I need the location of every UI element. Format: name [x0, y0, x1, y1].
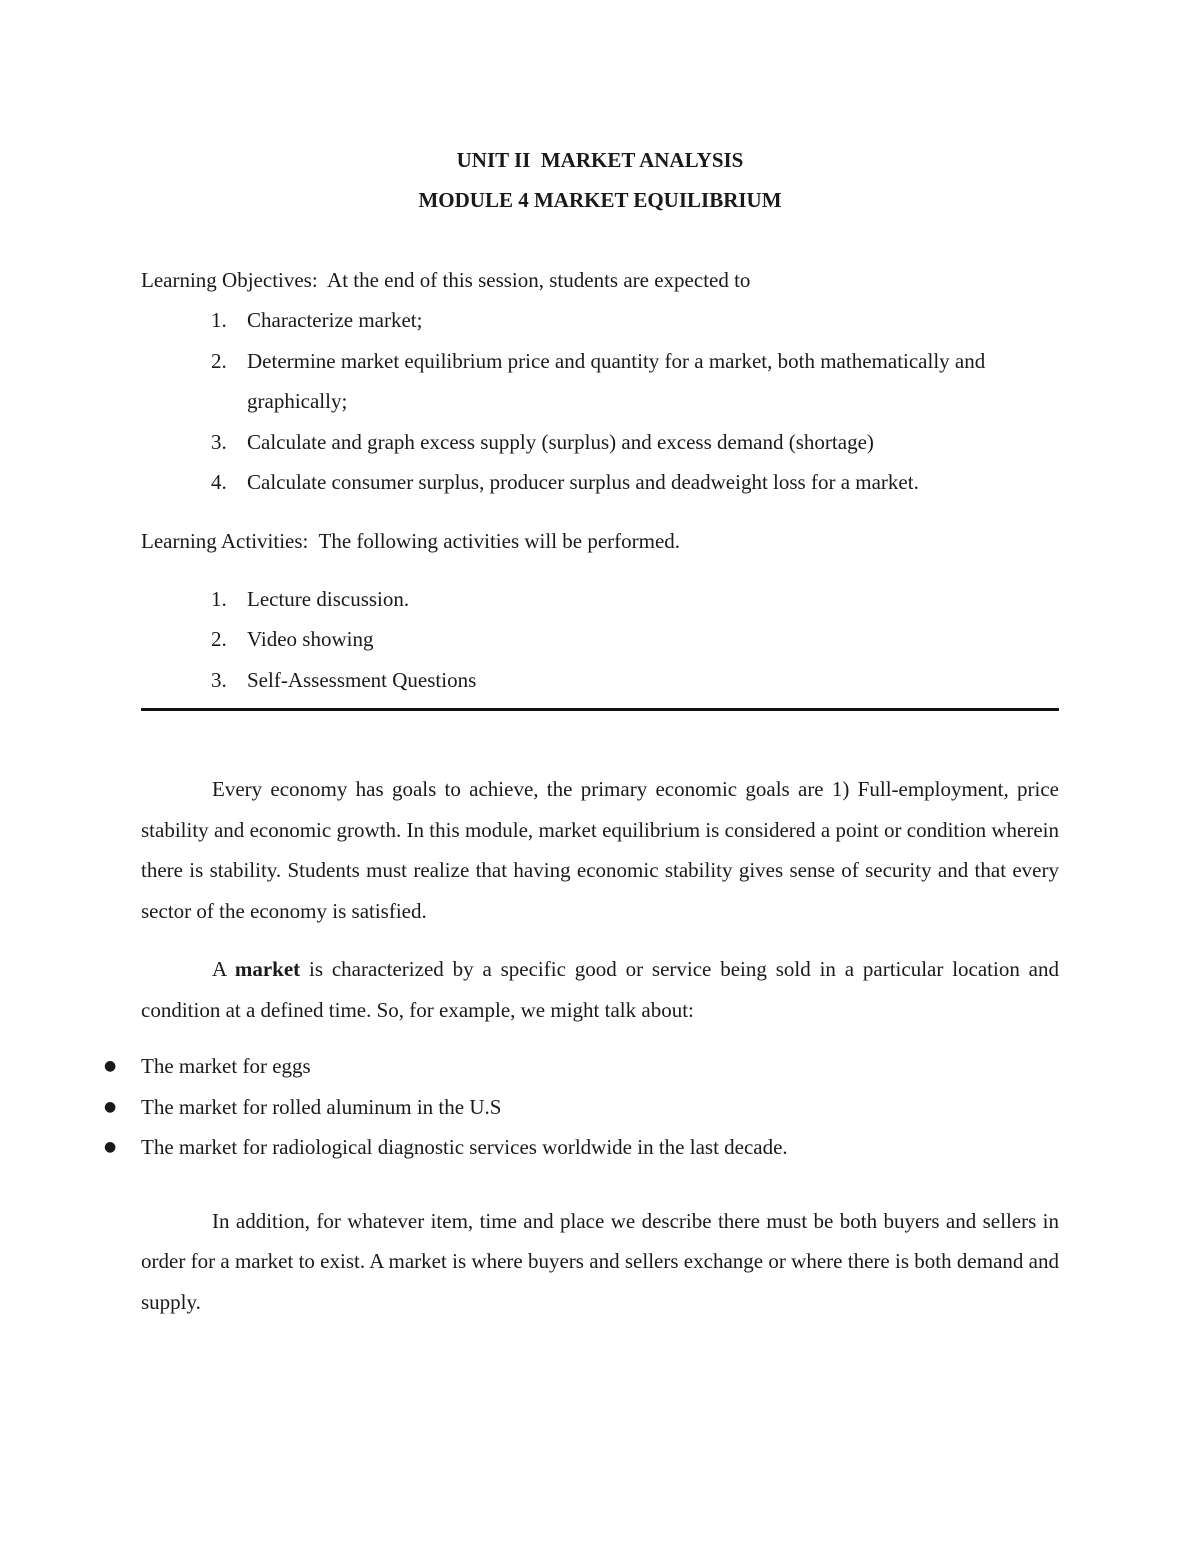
list-item — [141, 462, 1059, 503]
list-item — [141, 579, 1059, 620]
list-item — [141, 300, 1059, 341]
module-title: MODULE 4 MARKET EQUILIBRIUM — [418, 188, 782, 212]
unit-title: UNIT II MARKET ANALYSIS — [456, 148, 744, 172]
paragraph-market-definition — [141, 949, 1065, 1030]
list-number: 2. — [211, 348, 227, 373]
list-number: 3. — [211, 667, 227, 692]
paragraph-text: is characterized by a specific good or service being sold in a particular location and condition at a defined time. So, for example, we might talk about: — [141, 957, 1065, 1022]
objectives-list — [141, 300, 1059, 503]
list-number: 3. — [211, 429, 227, 454]
term-market: market — [234, 957, 301, 981]
bullet-icon: ● — [104, 1139, 117, 1155]
paragraph-economic-goals: Every economy has goals to achieve, the primary economic goals are 1) Full-employment, price stability and economic growth. In this module, market equilibrium is considered a point or condition wherein there is stability. Students must realize that having economic stability gives sense of security and that every sector of the economy is satisfied. — [141, 777, 1059, 923]
list-item — [141, 660, 1059, 701]
list-number: 1. — [211, 586, 227, 611]
list-number: 4. — [211, 470, 227, 494]
objectives-intro: Learning Objectives: At the end of this session, students are expected to — [141, 268, 751, 292]
list-item — [104, 1046, 1059, 1087]
list-item — [104, 1127, 1059, 1168]
paragraph-text: A — [212, 957, 235, 981]
list-number: 1. — [211, 308, 227, 332]
bullet-icon: ● — [104, 1058, 117, 1074]
list-item-text: The market for eggs — [141, 1054, 311, 1078]
bullet-icon: ● — [104, 1098, 117, 1115]
page-content — [104, 140, 1065, 1322]
list-item-text: Self-Assessment Questions — [247, 667, 477, 692]
list-item-text: Determine market equilibrium price and quantity for a market, both mathematically and graphically; — [247, 348, 986, 413]
list-item — [141, 341, 1059, 422]
list-item-text: The market for rolled aluminum in the U.S — [141, 1094, 502, 1119]
list-number: 2. — [211, 627, 227, 651]
list-item — [104, 1087, 1059, 1128]
list-item — [141, 422, 1059, 463]
list-item-text: Lecture discussion. — [247, 586, 410, 611]
paragraph-buyers-sellers: In addition, for whatever item, time and place we describe there must be both buyers and sellers in order for a market to exist. A market is where buyers and sellers exchange or where there is both demand and supply. — [141, 1208, 1059, 1314]
list-item-text: Calculate consumer surplus, producer surplus and deadweight loss for a market. — [247, 470, 919, 494]
list-item-text: Characterize market; — [247, 308, 423, 332]
list-item — [141, 619, 1059, 660]
activities-intro: Learning Activities: The following activities will be performed. — [141, 528, 681, 553]
activities-list — [141, 579, 1059, 701]
market-examples-list — [104, 1046, 1059, 1168]
list-item-text: The market for radiological diagnostic services worldwide in the last decade. — [141, 1135, 788, 1159]
list-item-text: Video showing — [247, 627, 374, 651]
list-item-text: Calculate and graph excess supply (surplus) and excess demand (shortage) — [247, 429, 874, 454]
